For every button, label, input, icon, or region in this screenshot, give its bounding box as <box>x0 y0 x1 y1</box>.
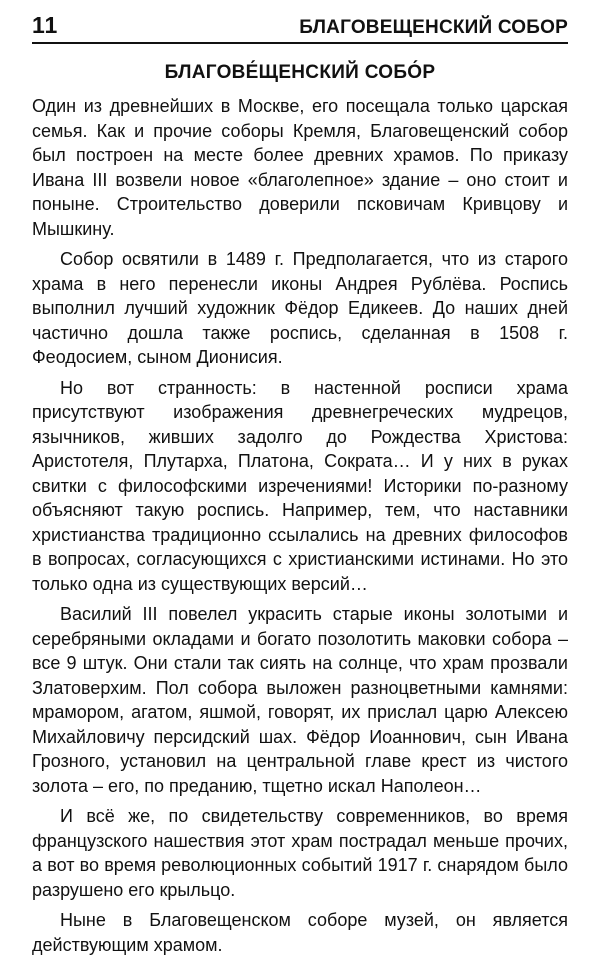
article-title: БЛАГОВЕ́ЩЕНСКИЙ СОБО́Р <box>164 62 436 83</box>
paragraph: Собор освятили в 1489 г. Предполагается, что из старого храма в него перенесли иконы Андрея Рублёва. Роспись выполнил лучший художник Фёдор Едикеев. До наших дней частично дошла также роспись, сделанная в 1508 г. Феодосием, сыном Дионисия. <box>32 249 568 367</box>
running-title: БЛАГОВЕЩЕНСКИЙ СОБОР <box>299 17 568 38</box>
page-number: 11 <box>32 12 59 38</box>
paragraph: Ныне в Благовещенском соборе музей, он является действующим храмом. <box>32 910 568 955</box>
paragraph: Один из древнейших в Москве, его посещала только царская семья. Как и прочие соборы Кремля, Благовещенский собор был построен на месте более древних храмов. По приказу Ивана III возвели новое «благолепное» здание – оно стоит и поныне. Строительство доверили псковичам Кривцову и Мышкину. <box>32 96 568 239</box>
article-body <box>32 94 568 957</box>
paragraph: Василий III повелел украсить старые иконы золотыми и серебряными окладами и богато позолотить маковки собора – все 9 штук. Они стали так сиять на солнце, что храм прозвали Златоверхим. Пол собора выложен разноцветными камнями: мрамором, агатом, яшмой, говорят, их прислал царю Алексею Михайловичу персидский шах. Фёдор Иоаннович, сын Ивана Грозного, установил на центральной главе крест из чистого золота – его, по преданию, тщетно искал Наполеон… <box>32 604 568 796</box>
running-head <box>32 12 568 41</box>
paragraph: Но вот странность: в настенной росписи храма присутствуют изображения древнегреческих мудрецов, язычников, живших задолго до Рождества Христова: Аристотеля, Плутарха, Платона, Сократа… И у них в руках свитки с философскими изречениями! Историки по-разному объясняют такую роспись. Например, тем, что наставники христианства традиционно ссылались на древних философов в вопросах, согласующихся с христианскими истинами. Но это только одна из существующих версий… <box>32 377 568 594</box>
book-page <box>32 12 568 963</box>
header-rule <box>32 42 568 44</box>
paragraph: И всё же, по свидетельству современников, во время французского нашествия этот храм пострадал меньше прочих, а вот во время революционных событий 1917 г. снарядом было разрушено его крыльцо. <box>32 806 568 900</box>
